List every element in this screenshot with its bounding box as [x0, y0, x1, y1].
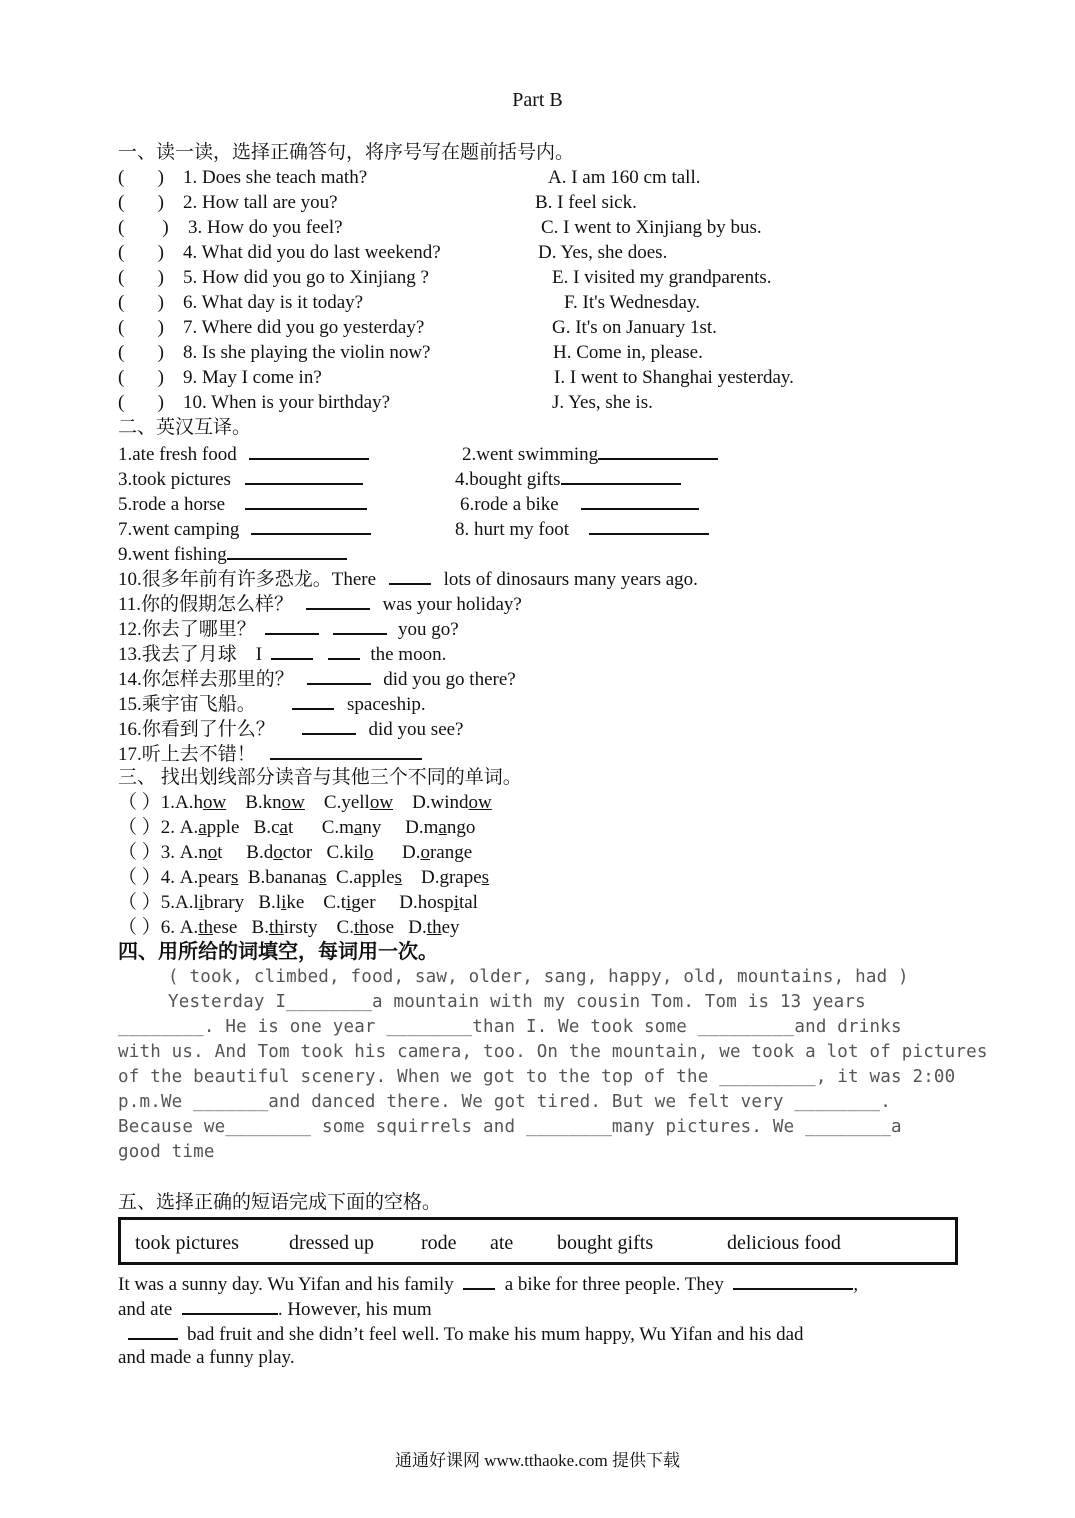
sentence-11: 11.你的假期怎么样？ was your holiday? — [118, 590, 522, 617]
question-7: 7. Where did you go yesterday? — [183, 317, 425, 338]
passage-2-line-2: and ate . However, his mum — [118, 1295, 432, 1322]
translate-item-1: 1.ate fresh food — [118, 440, 369, 467]
phrase-ate: ate — [490, 1232, 514, 1254]
question-6: 6. What day is it today? — [183, 292, 364, 313]
sentence-12: 12.你去了哪里？ you go? — [118, 615, 459, 642]
passage-2-line-1: It was a sunny day. Wu Yifan and his family a bike for three people. They , — [118, 1270, 858, 1297]
paren: ( ) — [118, 242, 164, 263]
passage-line-6: Because we________ some squirrels and ________many pictures. We ________a — [118, 1117, 902, 1137]
paren: ( ) — [118, 367, 164, 388]
passage-2-line-4: and made a funny play. — [118, 1347, 295, 1368]
answer-b: B. I feel sick. — [535, 192, 637, 213]
phonics-row-6: （ ）6. A.these B.thirsty C.those D.they — [118, 917, 460, 938]
answer-f: F. It's Wednesday. — [564, 292, 700, 313]
footer-source: 通通好课网 www.tthaoke.com 提供下载 — [394, 1451, 681, 1470]
passage-line-5: p.m.We _______and danced there. We got tired. But we felt very ________. — [118, 1092, 891, 1112]
question-2: 2. How tall are you? — [183, 192, 338, 213]
paren: ( ) — [118, 342, 164, 363]
section-3-heading: 三、 找出划线部分读音与其他三个不同的单词。 — [118, 767, 522, 788]
passage-line-3: with us. And Tom took his camera, too. On the mountain, we took a lot of pictures — [118, 1042, 988, 1062]
question-10: 10. When is your birthday? — [183, 392, 391, 413]
section-5-heading: 五、选择正确的短语完成下面的空格。 — [118, 1192, 442, 1213]
answer-d: D. Yes, she does. — [538, 242, 668, 263]
translate-item-8: 8. hurt my foot — [455, 515, 709, 542]
passage-line-1: Yesterday I________a mountain with my cousin Tom. Tom is 13 years — [168, 992, 866, 1012]
question-8: 8. Is she playing the violin now? — [183, 342, 431, 363]
question-4: 4. What did you do last weekend? — [183, 242, 441, 263]
question-5: 5. How did you go to Xinjiang ? — [183, 267, 429, 288]
page-title: Part B — [512, 89, 563, 111]
section-4-heading: 四、用所给的词填空，每词用一次。 — [118, 941, 438, 963]
sentence-15: 15.乘宇宙飞船。 spaceship. — [118, 690, 426, 717]
phrase-box — [118, 1217, 958, 1265]
phonics-row-5: （ ）5.A.library B.like C.tiger D.hospital — [118, 892, 478, 913]
question-9: 9. May I come in? — [183, 367, 322, 388]
question-3: 3. How do you feel? — [188, 217, 343, 238]
translate-item-5: 5.rode a horse — [118, 490, 367, 517]
passage-2-line-3: bad fruit and she didn’t feel well. To make his mum happy, Wu Yifan and his dad — [118, 1320, 958, 1347]
phrase-dressed-up: dressed up — [289, 1232, 374, 1254]
section-2-heading: 二、英汉互译。 — [118, 417, 252, 438]
answer-a: A. I am 160 cm tall. — [548, 167, 701, 188]
sentence-13: 13.我去了月球 I the moon. — [118, 640, 446, 667]
answer-h: H. Come in, please. — [553, 342, 703, 363]
answer-j: J. Yes, she is. — [552, 392, 653, 413]
translate-item-6: 6.rode a bike — [460, 490, 699, 517]
phonics-row-3: （ ）3. A.not B.doctor C.kilo D.orange — [118, 842, 473, 863]
sentence-17: 17.听上去不错！ — [118, 740, 422, 767]
passage-line-2: ________. He is one year ________than I. We took some _________and drinks — [118, 1017, 902, 1037]
passage-line-4: of the beautiful scenery. When we got to the top of the _________, it was 2:00 — [118, 1067, 956, 1087]
phrase-bought-gifts: bought gifts — [557, 1232, 654, 1254]
phrase-delicious-food: delicious food — [727, 1232, 841, 1254]
question-1: 1. Does she teach math? — [183, 167, 368, 188]
word-bank: ( took, climbed, food, saw, older, sang, happy, old, mountains, had ) — [168, 967, 909, 987]
answer-c: C. I went to Xinjiang by bus. — [541, 217, 762, 238]
paren: ( ) — [118, 192, 164, 213]
paren: ( ) — [118, 167, 164, 188]
phrase-rode: rode — [421, 1232, 457, 1254]
paren: ( ) — [118, 292, 164, 313]
translate-item-3: 3.took pictures — [118, 465, 363, 492]
section-1-heading: 一、读一读，选择正确答句，将序号写在题前括号内。 — [118, 142, 575, 163]
translate-item-4: 4.bought gifts — [455, 465, 681, 492]
passage-line-7: good time — [118, 1142, 215, 1162]
paren: ( ) — [118, 317, 164, 338]
answer-e: E. I visited my grandparents. — [552, 267, 772, 288]
phonics-row-1: （ ）1.A.how B.know C.yellow D.window — [118, 792, 492, 813]
translate-item-9: 9.went fishing — [118, 540, 347, 567]
answer-g: G. It's on January 1st. — [552, 317, 717, 338]
phonics-row-2: （ ）2. A.apple B.cat C.many D.mango — [118, 817, 476, 838]
phrase-took-pictures: took pictures — [135, 1232, 239, 1254]
paren: ( ) — [118, 392, 164, 413]
sentence-14: 14.你怎样去那里的？ did you go there? — [118, 665, 516, 692]
translate-item-7: 7.went camping — [118, 515, 371, 542]
paren: ( ) — [118, 267, 164, 288]
paren: ( ) — [118, 217, 169, 238]
sentence-16: 16.你看到了什么？ did you see? — [118, 715, 464, 742]
answer-i: I. I went to Shanghai yesterday. — [554, 367, 794, 388]
sentence-10: 10.很多年前有许多恐龙。There lots of dinosaurs many years ago. — [118, 565, 698, 592]
translate-item-2: 2.went swimming — [462, 440, 718, 467]
phonics-row-4: （ ）4. A.pears B.bananas C.apples D.grapes — [118, 867, 490, 888]
